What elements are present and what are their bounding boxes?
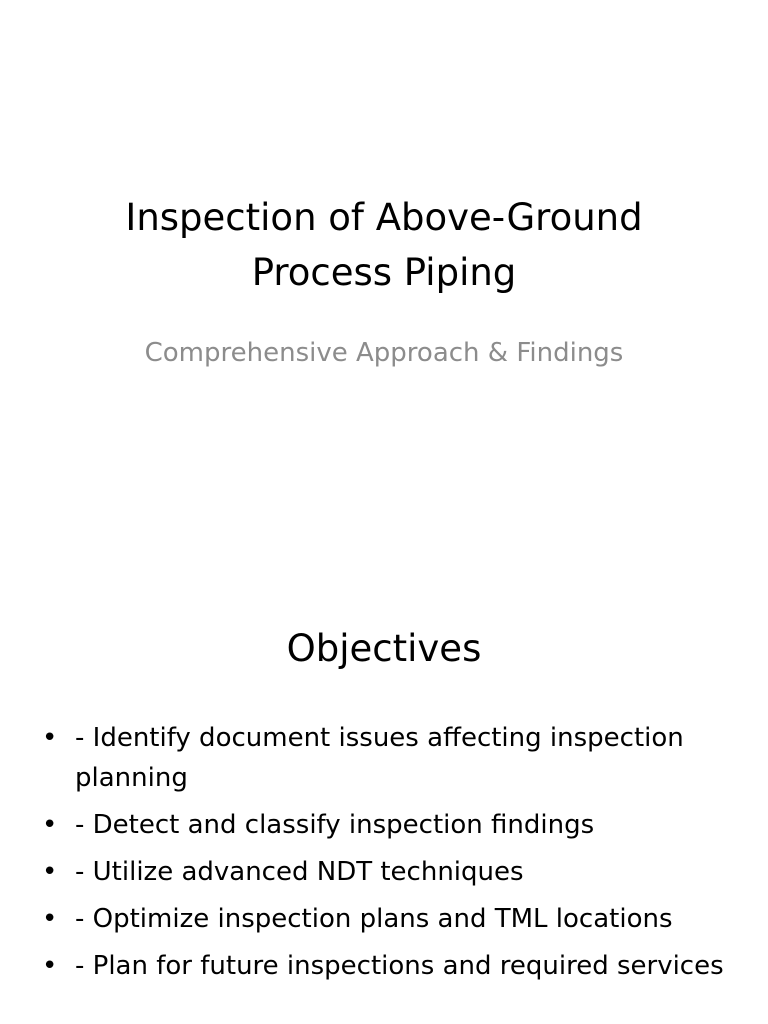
objectives-list: [38, 718, 738, 993]
bullet-icon: •: [42, 857, 58, 887]
list-item: [38, 852, 738, 892]
bullet-icon: •: [42, 904, 58, 934]
bullet-icon: •: [42, 951, 58, 981]
bullet-icon: •: [42, 810, 58, 840]
slide-subtitle: Comprehensive Approach & Findings: [144, 338, 624, 368]
objectives-heading: Objectives: [286, 627, 482, 670]
list-item-text: - Utilize advanced NDT techniques: [75, 857, 524, 887]
list-item-text: - Detect and classify inspection findings: [75, 810, 595, 840]
list-item: [38, 718, 738, 798]
bullet-icon: •: [42, 723, 58, 753]
list-item-text: - Optimize inspection plans and TML locations: [75, 904, 673, 934]
objectives-slide: [0, 576, 768, 1024]
list-item-text: - Plan for future inspections and required services: [75, 951, 724, 981]
list-item: [38, 805, 738, 845]
slide-title: Inspection of Above-Ground Process Piping: [125, 196, 643, 294]
list-item-text: - Identify document issues affecting inspection planning: [75, 723, 684, 793]
list-item: [38, 899, 738, 939]
list-item: [38, 946, 738, 986]
